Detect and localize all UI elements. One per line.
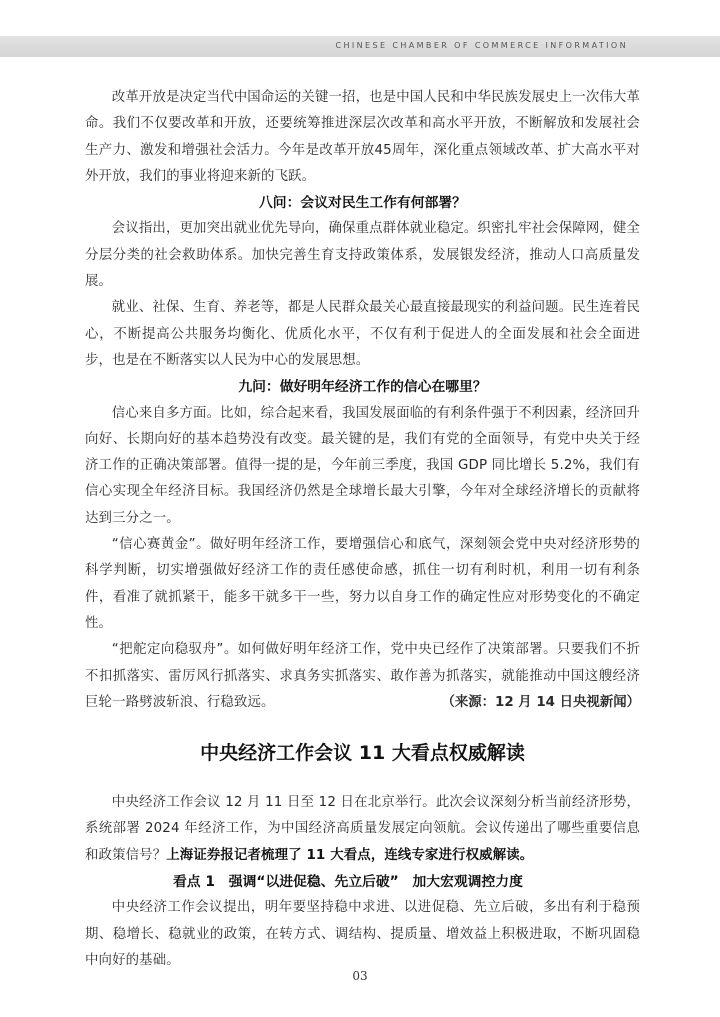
q9-paragraph-2: “信心赛黄金”。做好明年经济工作，要增强信心和底气，深刻领会党中央对经济形势的科学判断，切实增强做好经济工作的责任感使命感，抓住一切有利时机，利用一切有利条件，看准了就抓紧干，能多干就多干一些，努力以自身工作的确定性应对形势变化的不确定性。 bbox=[85, 537, 640, 631]
point-1-paragraph: 中央经济工作会议提出，明年要坚持稳中求进、以进促稳、先立后破，多出有利于稳预期、稳增长、稳就业的政策，在转方式、调结构、提质量、增效益上积极进取，不断巩固稳中向好的基础。 bbox=[85, 900, 640, 968]
page-number: 03 bbox=[352, 969, 368, 983]
header-band-text: CHINESE CHAMBER OF COMMERCE INFORMATION bbox=[335, 41, 628, 50]
reform-paragraph: 改革开放是决定当代中国命运的关键一招，也是中国人民和中华民族发展史上一次伟大革命。我们不仅要改革和开放，还要统筹推进深层次改革和高水平开放，不断解放和发展社会生产力、激发和增强社会活力。今年是改革开放45周年，深化重点领域改革、扩大高水平对外开放，我们的事业将迎来新的飞跃。 bbox=[85, 90, 640, 184]
article-body bbox=[85, 85, 640, 974]
q9-paragraph-3: “把舵定向稳驭舟”。如何做好明年经济工作，党中央已经作了决策部署。只要我们不折不扣抓落实、雷厉风行抓落实、求真务实抓落实、敢作善为抓落实，就能推动中国这艘经济巨轮一路劈波斩浪、行稳致远。 bbox=[85, 642, 640, 710]
section2-intro-bold: 上海证券报记者梳理了 11 大看点，连线专家进行权威解读。 bbox=[166, 847, 534, 863]
q9-paragraph-3-container bbox=[85, 637, 640, 716]
point-1-heading: 看点 1 强调“以进促稳、先立后破” 加大宏观调控力度 bbox=[173, 874, 523, 891]
section2-intro bbox=[85, 790, 640, 869]
source-attribution: （来源：12 月 14 日央视新闻） bbox=[441, 694, 640, 710]
q8-paragraph-1: 会议指出，更加突出就业优先导向，确保重点群体就业稳定。织密扎牢社会保障网，健全分层分类的社会救助体系。加快完善生育支持政策体系，发展银发经济，推动人口高质量发展。 bbox=[85, 221, 640, 290]
article-title: 中央经济工作会议 11 大看点权威解读 bbox=[200, 742, 525, 765]
question-8-heading: 八问：会议对民生工作有何部署？ bbox=[259, 195, 466, 212]
q8-paragraph-2: 就业、社保、生育、养老等，都是人民群众最关心最直接最现实的利益问题。民生连着民心，不断提高公共服务均衡化、优质化水平，不仅有利于促进人的全面发展和社会全面进步，也是在不断落实以人民为中心的发展思想。 bbox=[85, 300, 640, 368]
q9-paragraph-1: 信心来自多方面。比如，综合起来看，我国发展面临的有利条件强于不利因素，经济回升向好、长期向好的基本趋势没有改变。最关键的是，我们有党的全面领导，有党中央关于经济工作的正确决策部署。值得一提的是，今年前三季度，我国 GDP 同比增长 5.2%，我们有信心实现全年经济目标。我国经济仍然是全球增长最大引擎，今年对全球经济增长的贡献将达到三分之一。 bbox=[85, 405, 640, 526]
section2-intro-text: 中央经济工作会议 12 月 11 日至 12 日在北京举行。此次会议深刻分析当前经济形势，系统部署 2024 年经济工作，为中国经济高质量发展定向领航。会议传递出了哪些重要信息和政策信号？ bbox=[85, 795, 640, 863]
question-9-heading: 九问：做好明年经济工作的信心在哪里？ bbox=[238, 379, 487, 396]
